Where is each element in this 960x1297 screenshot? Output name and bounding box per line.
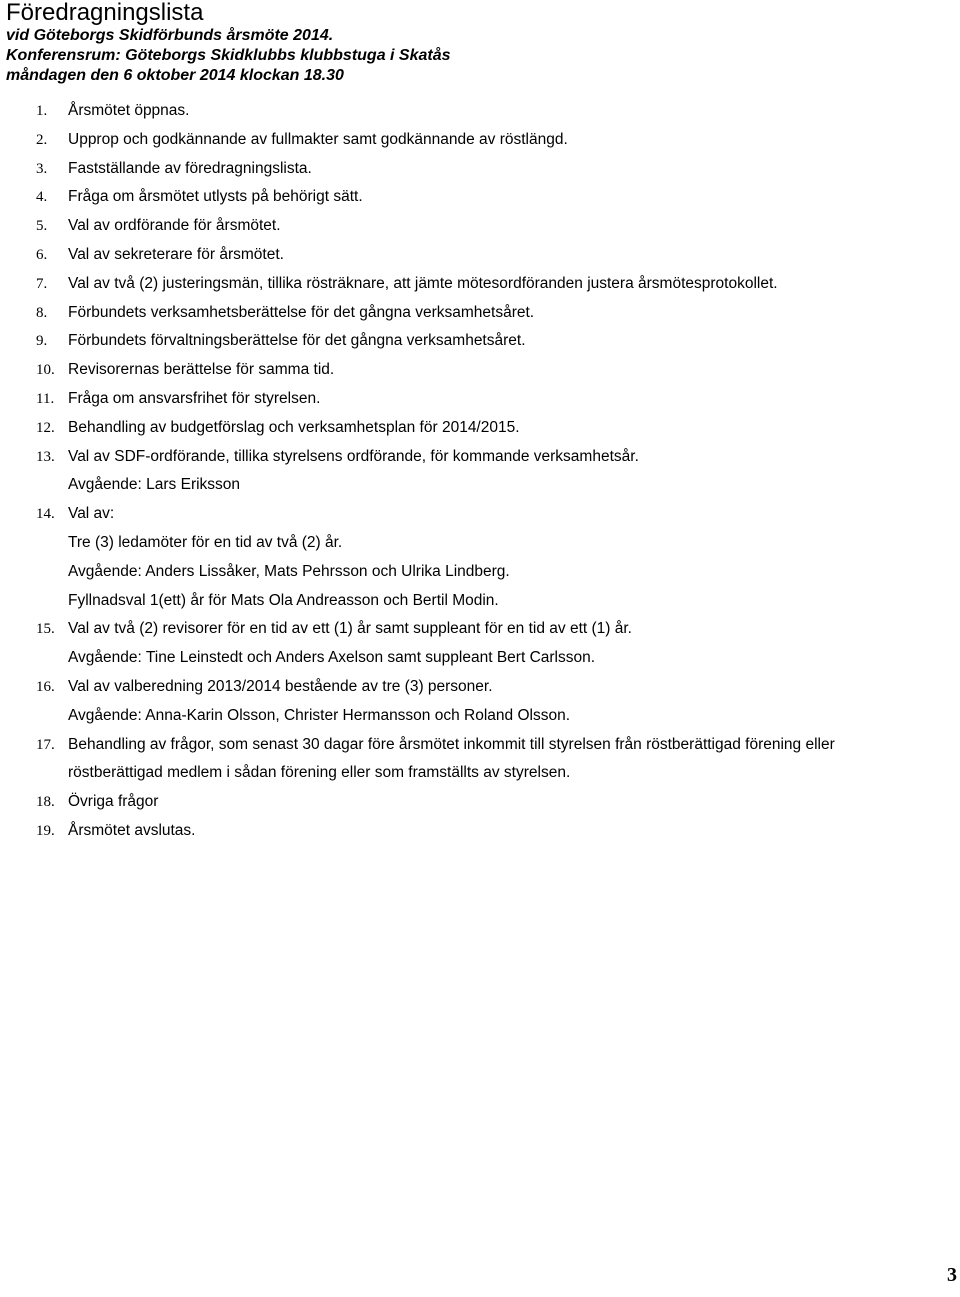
agenda-item-text: Behandling av frågor, som senast 30 dagar före årsmötet inkommit till styrelsen från röstberättigad förening eller [68, 735, 835, 753]
agenda-item-text: Revisorernas berättelse för samma tid. [68, 361, 335, 379]
agenda-item-number: 8. [36, 304, 48, 321]
agenda-item-text: Fråga om ansvarsfrihet för styrelsen. [68, 389, 321, 407]
agenda-item [36, 731, 936, 789]
agenda-item-text: Årsmötet avslutas. [68, 821, 196, 839]
agenda-item-text: Avgående: Tine Leinstedt och Anders Axelson samt suppleant Bert Carlsson. [68, 649, 596, 667]
agenda-item [36, 615, 936, 673]
agenda-item [36, 299, 936, 328]
agenda-item [36, 443, 936, 501]
document-header [6, 0, 946, 86]
agenda-item [36, 212, 936, 241]
agenda-item-number: 15. [36, 621, 55, 638]
agenda-item [36, 270, 936, 299]
agenda-item-number: 12. [36, 419, 55, 436]
page-number: 3 [947, 1264, 957, 1286]
agenda-item [36, 327, 936, 356]
agenda-item-number: 1. [36, 103, 48, 119]
agenda-list [36, 97, 936, 846]
agenda-item-number: 19. [36, 822, 55, 839]
agenda-item [36, 385, 936, 414]
agenda-item [36, 97, 936, 126]
agenda-item-number: 7. [36, 275, 48, 292]
agenda-item-text: Fastställande av föredragningslista. [68, 159, 312, 177]
agenda-item [36, 356, 936, 385]
agenda-item-text: Val av ordförande för årsmötet. [68, 217, 281, 235]
agenda-item-number: 9. [36, 333, 48, 350]
agenda-item [36, 817, 936, 846]
agenda-item-text: Upprop och godkännande av fullmakter samt godkännande av röstlängd. [68, 130, 568, 148]
agenda-item-text: Avgående: Lars Eriksson [68, 476, 241, 494]
agenda-item-text: Övriga frågor [68, 793, 159, 811]
agenda-item [36, 126, 936, 155]
agenda-item-number: 14. [36, 506, 55, 523]
document-title: Föredragningslista [6, 0, 204, 26]
agenda-item-text: Årsmötet öppnas. [68, 102, 190, 119]
agenda-item [36, 414, 936, 443]
agenda-item-text: röstberättigad medlem i sådan förening eller som framställts av styrelsen. [68, 764, 571, 782]
agenda-item [36, 155, 936, 184]
agenda-item-number: 4. [36, 189, 48, 206]
agenda-item [36, 673, 936, 731]
agenda-item [36, 788, 936, 817]
agenda-item-number: 13. [36, 448, 55, 465]
agenda-item-text: Fyllnadsval 1(ett) år för Mats Ola Andreasson och Bertil Modin. [68, 591, 499, 609]
agenda-item-text: Förbundets verksamhetsberättelse för det gångna verksamhetsåret. [68, 303, 535, 321]
agenda-item-number: 10. [36, 362, 55, 379]
agenda-item-number: 6. [36, 246, 48, 263]
agenda-item-text: Förbundets förvaltningsberättelse för det gångna verksamhetsåret. [68, 332, 526, 350]
agenda-item [36, 183, 936, 212]
agenda-item-number: 18. [36, 794, 55, 811]
agenda-item-text: Val av valberedning 2013/2014 bestående av tre (3) personer. [68, 677, 493, 695]
agenda-item-text: Behandling av budgetförslag och verksamhetsplan för 2014/2015. [68, 418, 520, 436]
agenda-item-text: Val av två (2) revisorer för en tid av ett (1) år samt suppleant för en tid av ett (1) år. [68, 620, 632, 638]
agenda-item-text: Val av: [68, 505, 115, 523]
meeting-datetime: måndagen den 6 oktober 2014 klockan 18.30 [6, 67, 344, 84]
agenda-item-text: Val av SDF-ordförande, tillika styrelsens ordförande, för kommande verksamhetsår. [68, 447, 639, 465]
agenda-item [36, 500, 936, 615]
meeting-location: Konferensrum: Göteborgs Skidklubbs klubbstuga i Skatås [6, 47, 451, 64]
agenda-item-text: Avgående: Anders Lissåker, Mats Pehrsson och Ulrika Lindberg. [68, 562, 510, 580]
agenda-item-number: 11. [36, 390, 55, 407]
agenda-item-text: Val av två (2) justeringsmän, tillika rösträknare, att jämte mötesordföranden justera årsmötesprotokollet. [68, 274, 778, 292]
agenda-item-text: Val av sekreterare för årsmötet. [68, 245, 284, 263]
agenda-item [36, 241, 936, 270]
agenda-item-number: 3. [36, 160, 48, 177]
agenda-item-number: 16. [36, 678, 55, 695]
agenda-item-text: Avgående: Anna-Karin Olsson, Christer Hermansson och Roland Olsson. [68, 706, 571, 724]
agenda-item-text: Fråga om årsmötet utlysts på behörigt sätt. [68, 188, 363, 206]
agenda-item-text: Tre (3) ledamöter för en tid av två (2) år. [68, 533, 343, 551]
agenda-item-number: 5. [36, 218, 48, 235]
agenda-item-number: 17. [36, 736, 55, 753]
meeting-subtitle: vid Göteborgs Skidförbunds årsmöte 2014. [6, 27, 334, 44]
agenda-item-number: 2. [36, 131, 48, 148]
